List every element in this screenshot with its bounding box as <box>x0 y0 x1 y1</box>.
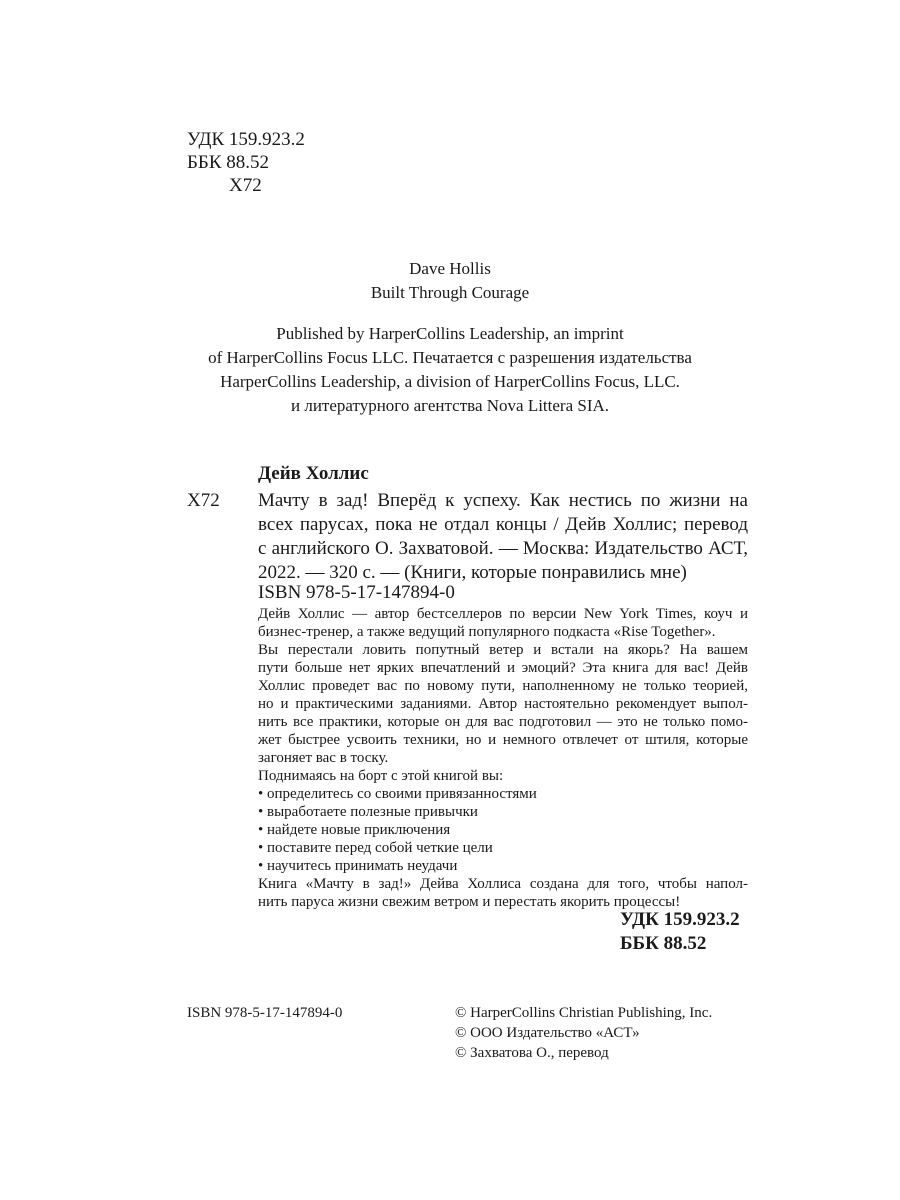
publisher-line: of HarperCollins Focus LLC. Печатается с разрешения издательства <box>208 348 692 367</box>
record-author-mark: Х72 <box>187 490 220 511</box>
annotation-line: бизнес-тренер, а также ведущий популярного подкаста «Rise Together». <box>258 624 716 640</box>
publisher-line: и литературного агентства Nova Littera SIA. <box>290 396 610 415</box>
annotation-bullet: • определитесь со своими привязанностями <box>258 786 537 802</box>
annotation-line: жет быстрее усвоить техники, но и немного отвлечет от штиля, которые <box>258 732 748 748</box>
annotation-line: пути больше нет ярких впечатлений и эмоций? Эта книга для вас! Дейв <box>258 660 748 676</box>
title-line: 2022. — 320 с. — (Книги, которые понравились мне) <box>258 562 687 583</box>
annotation-bullet: • научитесь принимать неудачи <box>258 858 458 874</box>
copyright-line: © Захватова О., перевод <box>455 1045 609 1061</box>
annotation-line: Поднимаясь на борт с этой книгой вы: <box>258 768 504 784</box>
annotation-line: Дейв Холлис — автор бестселлеров по версии New York Times, коуч и <box>258 606 748 622</box>
annotation-line: Холлис проведет вас по новому пути, наполненному не только теорией, <box>258 678 748 694</box>
title-line: с английского О. Захватовой. — Москва: Издательство АСТ, <box>258 538 748 559</box>
record-title <box>258 489 748 585</box>
classification-codes-bottom <box>620 908 740 956</box>
annotation-line: Книга «Мачту в зад!» Дейва Холлиса создана для того, чтобы напол- <box>258 876 748 892</box>
bbk-code-bottom: ББК 88.52 <box>620 933 707 954</box>
publisher-line: HarperCollins Leadership, a division of HarperCollins Focus, LLC. <box>220 372 680 391</box>
original-edition <box>150 257 750 305</box>
annotation-bullet: • поставите перед собой четкие цели <box>258 840 493 856</box>
footer-isbn: ISBN 978-5-17-147894-0 <box>187 1005 343 1021</box>
record-isbn: ISBN 978-5-17-147894-0 <box>258 582 455 603</box>
author-mark: Х72 <box>229 175 262 196</box>
udk-code-bottom: УДК 159.923.2 <box>620 909 740 930</box>
annotation-line: нить паруса жизни свежим ветром и перестать якорить процессы! <box>258 894 681 910</box>
original-author: Dave Hollis <box>409 259 491 278</box>
original-title: Built Through Courage <box>370 283 530 302</box>
bbk-code: ББК 88.52 <box>187 152 269 173</box>
copyright-line: © ООО Издательство «АСТ» <box>455 1025 640 1041</box>
publisher-line: Published by HarperCollins Leadership, an imprint <box>276 324 624 343</box>
annotation-line: загоняет вас в тоску. <box>258 750 389 766</box>
annotation-line: но и практическими заданиями. Автор настоятельно рекомендует выпол- <box>258 696 748 712</box>
publisher-note <box>150 322 750 418</box>
annotation-line: Вы перестали ловить попутный ветер и встали на якорь? На вашем <box>258 642 748 658</box>
copyright-line: © HarperCollins Christian Publishing, Inc. <box>455 1005 713 1021</box>
annotation-bullet: • выработаете полезные привычки <box>258 804 478 820</box>
annotation-bullet: • найдете новые приключения <box>258 822 451 838</box>
title-line: всех парусах, пока не отдал концы / Дейв Холлис; перевод <box>258 514 748 535</box>
annotation-line: нить все практики, которые он для вас подготовил — это не только помо- <box>258 714 748 730</box>
annotation <box>258 605 748 911</box>
udk-code: УДК 159.923.2 <box>187 129 305 150</box>
title-line: Мачту в зад! Вперёд к успеху. Как нестись по жизни на <box>258 490 748 511</box>
classification-codes <box>187 128 305 197</box>
copyright-notices <box>455 1003 712 1063</box>
record-author: Дейв Холлис <box>258 463 369 484</box>
